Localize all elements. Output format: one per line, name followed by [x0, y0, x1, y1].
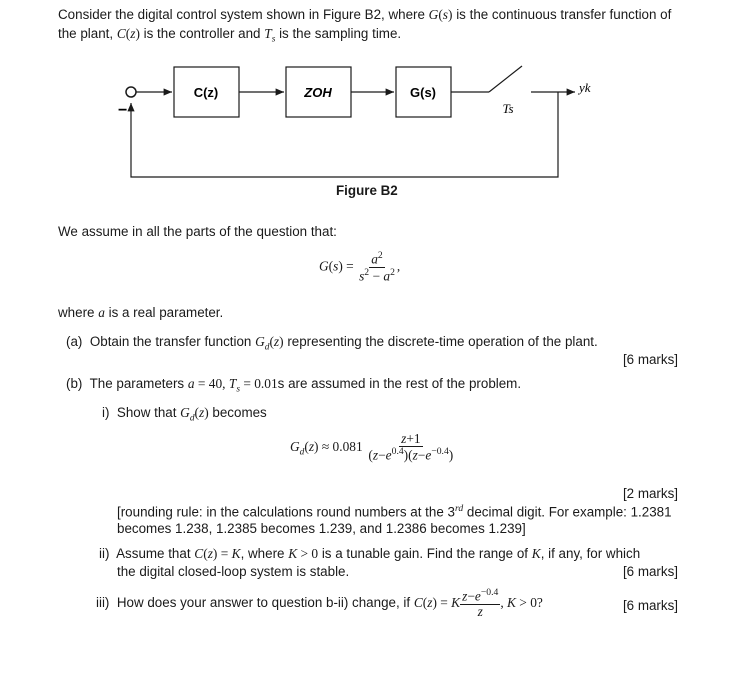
- figure-caption: Figure B2: [336, 183, 398, 198]
- sampler-label: Ts: [502, 101, 514, 116]
- output-label: yk: [579, 80, 591, 95]
- zoh-label: ZOH: [304, 85, 332, 100]
- plant-label: G(s): [410, 85, 436, 100]
- part-a-marks: [6 marks]: [622, 352, 678, 367]
- part-b-iii-label: iii): [96, 594, 110, 610]
- part-b-ii-line-2: the digital closed-loop system is stable.: [117, 564, 350, 579]
- equation-gs: G(s) = $\frac{a^2}{s^2 - a^2}$ ,: [319, 250, 401, 283]
- rounding-line-1: [rounding rule: in the calculations round numbers at the 3rd decimal digit. For example: 1.2381: [117, 503, 672, 520]
- block-diagram: [0, 55, 739, 185]
- rounding-line-2: becomes 1.238, 1.2385 becomes 1.239, and 1.2386 becomes 1.239]: [117, 521, 526, 536]
- sampler-switch: [489, 66, 522, 92]
- summing-junction: [126, 87, 136, 97]
- part-b: (b) The parameters a = 40, $T_s = 0.01s$ are assumed in the rest of the problem.: [66, 376, 522, 395]
- part-b-iii-marks: [6 marks]: [622, 598, 678, 613]
- feedback-sign: −: [118, 102, 128, 119]
- part-b-i-marks: [2 marks]: [622, 486, 678, 501]
- intro-line-2: the plant, C(z) is the controller and $T_s$ is the sampling time.: [58, 26, 402, 45]
- part-b-label: (b): [66, 376, 83, 391]
- part-b-ii-marks: [6 marks]: [622, 564, 678, 579]
- intro-line-1: Consider the digital control system shown in Figure B2, where G(s) is the continuous transfer function of: [58, 7, 672, 22]
- controller-label: C(z): [193, 85, 219, 100]
- cropped-header: [0, 0, 739, 3]
- part-b-iii: iii) How does your answer to question b-ii) change, if C(z) = K $\frac{z-e^{-0.4}}{z}$ , K > 0?: [96, 587, 543, 619]
- where-text: where a is a real parameter.: [58, 305, 224, 320]
- part-b-ii: ii) Assume that C(z) = K, where K > 0 is a tunable gain. Find the range of K, if any, for which: [99, 546, 641, 561]
- assumption-text: We assume in all the parts of the question that:: [58, 224, 337, 239]
- part-a-label: (a): [66, 334, 83, 349]
- part-b-i-label: i): [102, 405, 110, 420]
- equation-gdz: $G_d(z) \approx 0.081$ $\frac{z+1}{(z-e^{0.4})(z-e^{-0.4})}$: [290, 431, 454, 463]
- part-b-ii-label: ii): [99, 546, 110, 561]
- part-a: (a) Obtain the transfer function $G_d(z)$ representing the discrete-time operation of the plant.: [66, 334, 598, 353]
- part-b-i: i) Show that $G_d(z)$ becomes: [102, 405, 267, 424]
